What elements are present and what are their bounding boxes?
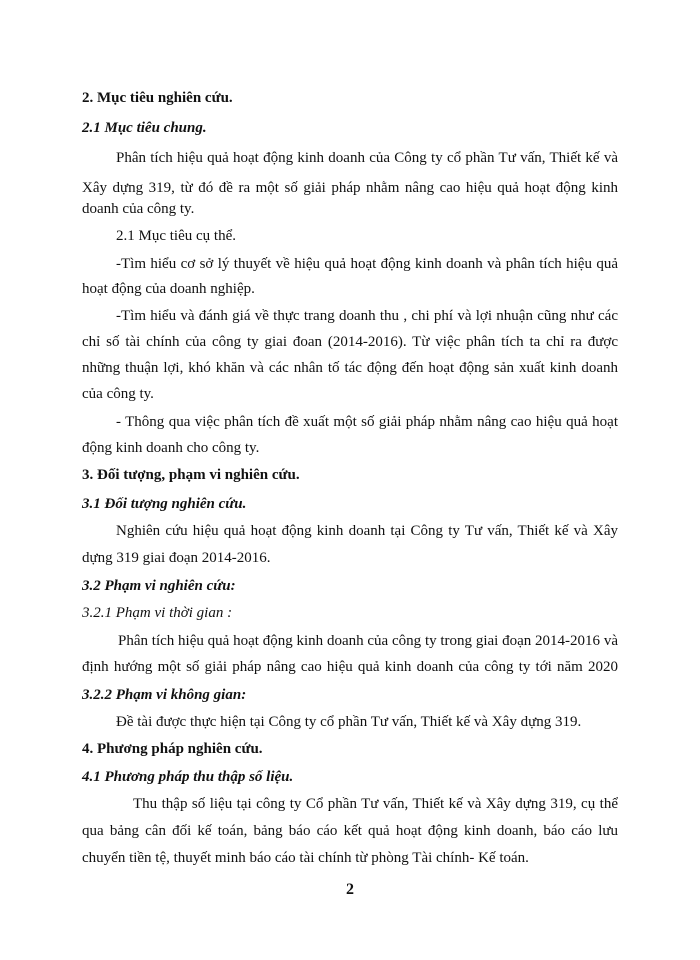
paragraph-line: Thu thập số liệu tại công ty Cổ phần Tư vấn, Thiết kế và Xây dựng 319, cụ thể [133,796,618,812]
paragraph-line: doanh của công ty. [82,201,195,217]
paragraph-line: Xây dựng 319, từ đó đề ra một số giải pháp nhằm nâng cao hiệu quả hoạt động kinh [82,180,618,196]
paragraph-line: qua bảng cân đối kế toán, bảng báo cáo kết quả hoạt động kinh doanh, báo cáo lưu [82,823,618,839]
paragraph-line: dựng 319 giai đoạn 2014-2016. [82,550,271,566]
heading-3: 3. Đối tượng, phạm vi nghiên cứu. [82,467,300,483]
paragraph-line: -Tìm hiểu cơ sở lý thuyết về hiệu quả hoạt động kinh doanh và phân tích hiệu quả [116,256,618,272]
paragraph-line: Phân tích hiệu quả hoạt động kinh doanh của công ty trong giai đoạn 2014-2016 và [118,633,618,649]
paragraph-line: chỉ số tài chính của công ty giai đoan (2014-2016). Từ việc phân tích ta chỉ ra được [82,334,618,350]
paragraph-line: Nghiên cứu hiệu quả hoạt động kinh doanh tại Công ty Tư vấn, Thiết kế và Xây [116,523,618,539]
paragraph-line: Đề tài được thực hiện tại Công ty cổ phần Tư vấn, Thiết kế và Xây dựng 319. [116,714,582,730]
paragraph-line: động kinh doanh cho công ty. [82,440,260,456]
paragraph-line: hoạt động của doanh nghiệp. [82,281,255,297]
subheading-2-1-specific: 2.1 Mục tiêu cụ thể. [116,228,236,244]
heading-3-2-1: 3.2.1 Phạm vi thời gian : [82,605,233,621]
paragraph-line: -Tìm hiểu và đánh giá về thực trang doanh thu , chi phí và lợi nhuận cũng như các [116,308,618,324]
paragraph-line: Phân tích hiệu quả hoạt động kinh doanh của Công ty cổ phần Tư vấn, Thiết kế và [116,150,618,166]
heading-4: 4. Phương pháp nghiên cứu. [82,741,263,757]
page-number: 2 [346,881,354,898]
paragraph-line: - Thông qua việc phân tích đề xuất một số giải pháp nhằm nâng cao hiệu quả hoạt [116,414,618,430]
paragraph-line: của công ty. [82,386,154,402]
paragraph-line: chuyển tiền tệ, thuyết minh báo cáo tài chính từ phòng Tài chính- Kế toán. [82,850,529,866]
paragraph-line: những thuận lợi, khó khăn và các nhân tố tác động đến hoạt động sản xuất kinh doanh [82,360,618,376]
heading-4-1: 4.1 Phương pháp thu thập số liệu. [82,769,294,785]
heading-3-1: 3.1 Đối tượng nghiên cứu. [82,496,247,512]
heading-2-1: 2.1 Mục tiêu chung. [82,120,207,136]
paragraph-line: định hướng một số giải pháp nâng cao hiệu quả kinh doanh của công ty tới năm 2020 [82,659,618,675]
heading-3-2-2: 3.2.2 Phạm vi không gian: [82,687,247,703]
heading-2: 2. Mục tiêu nghiên cứu. [82,90,233,106]
heading-3-2: 3.2 Phạm vi nghiên cứu: [82,578,236,594]
